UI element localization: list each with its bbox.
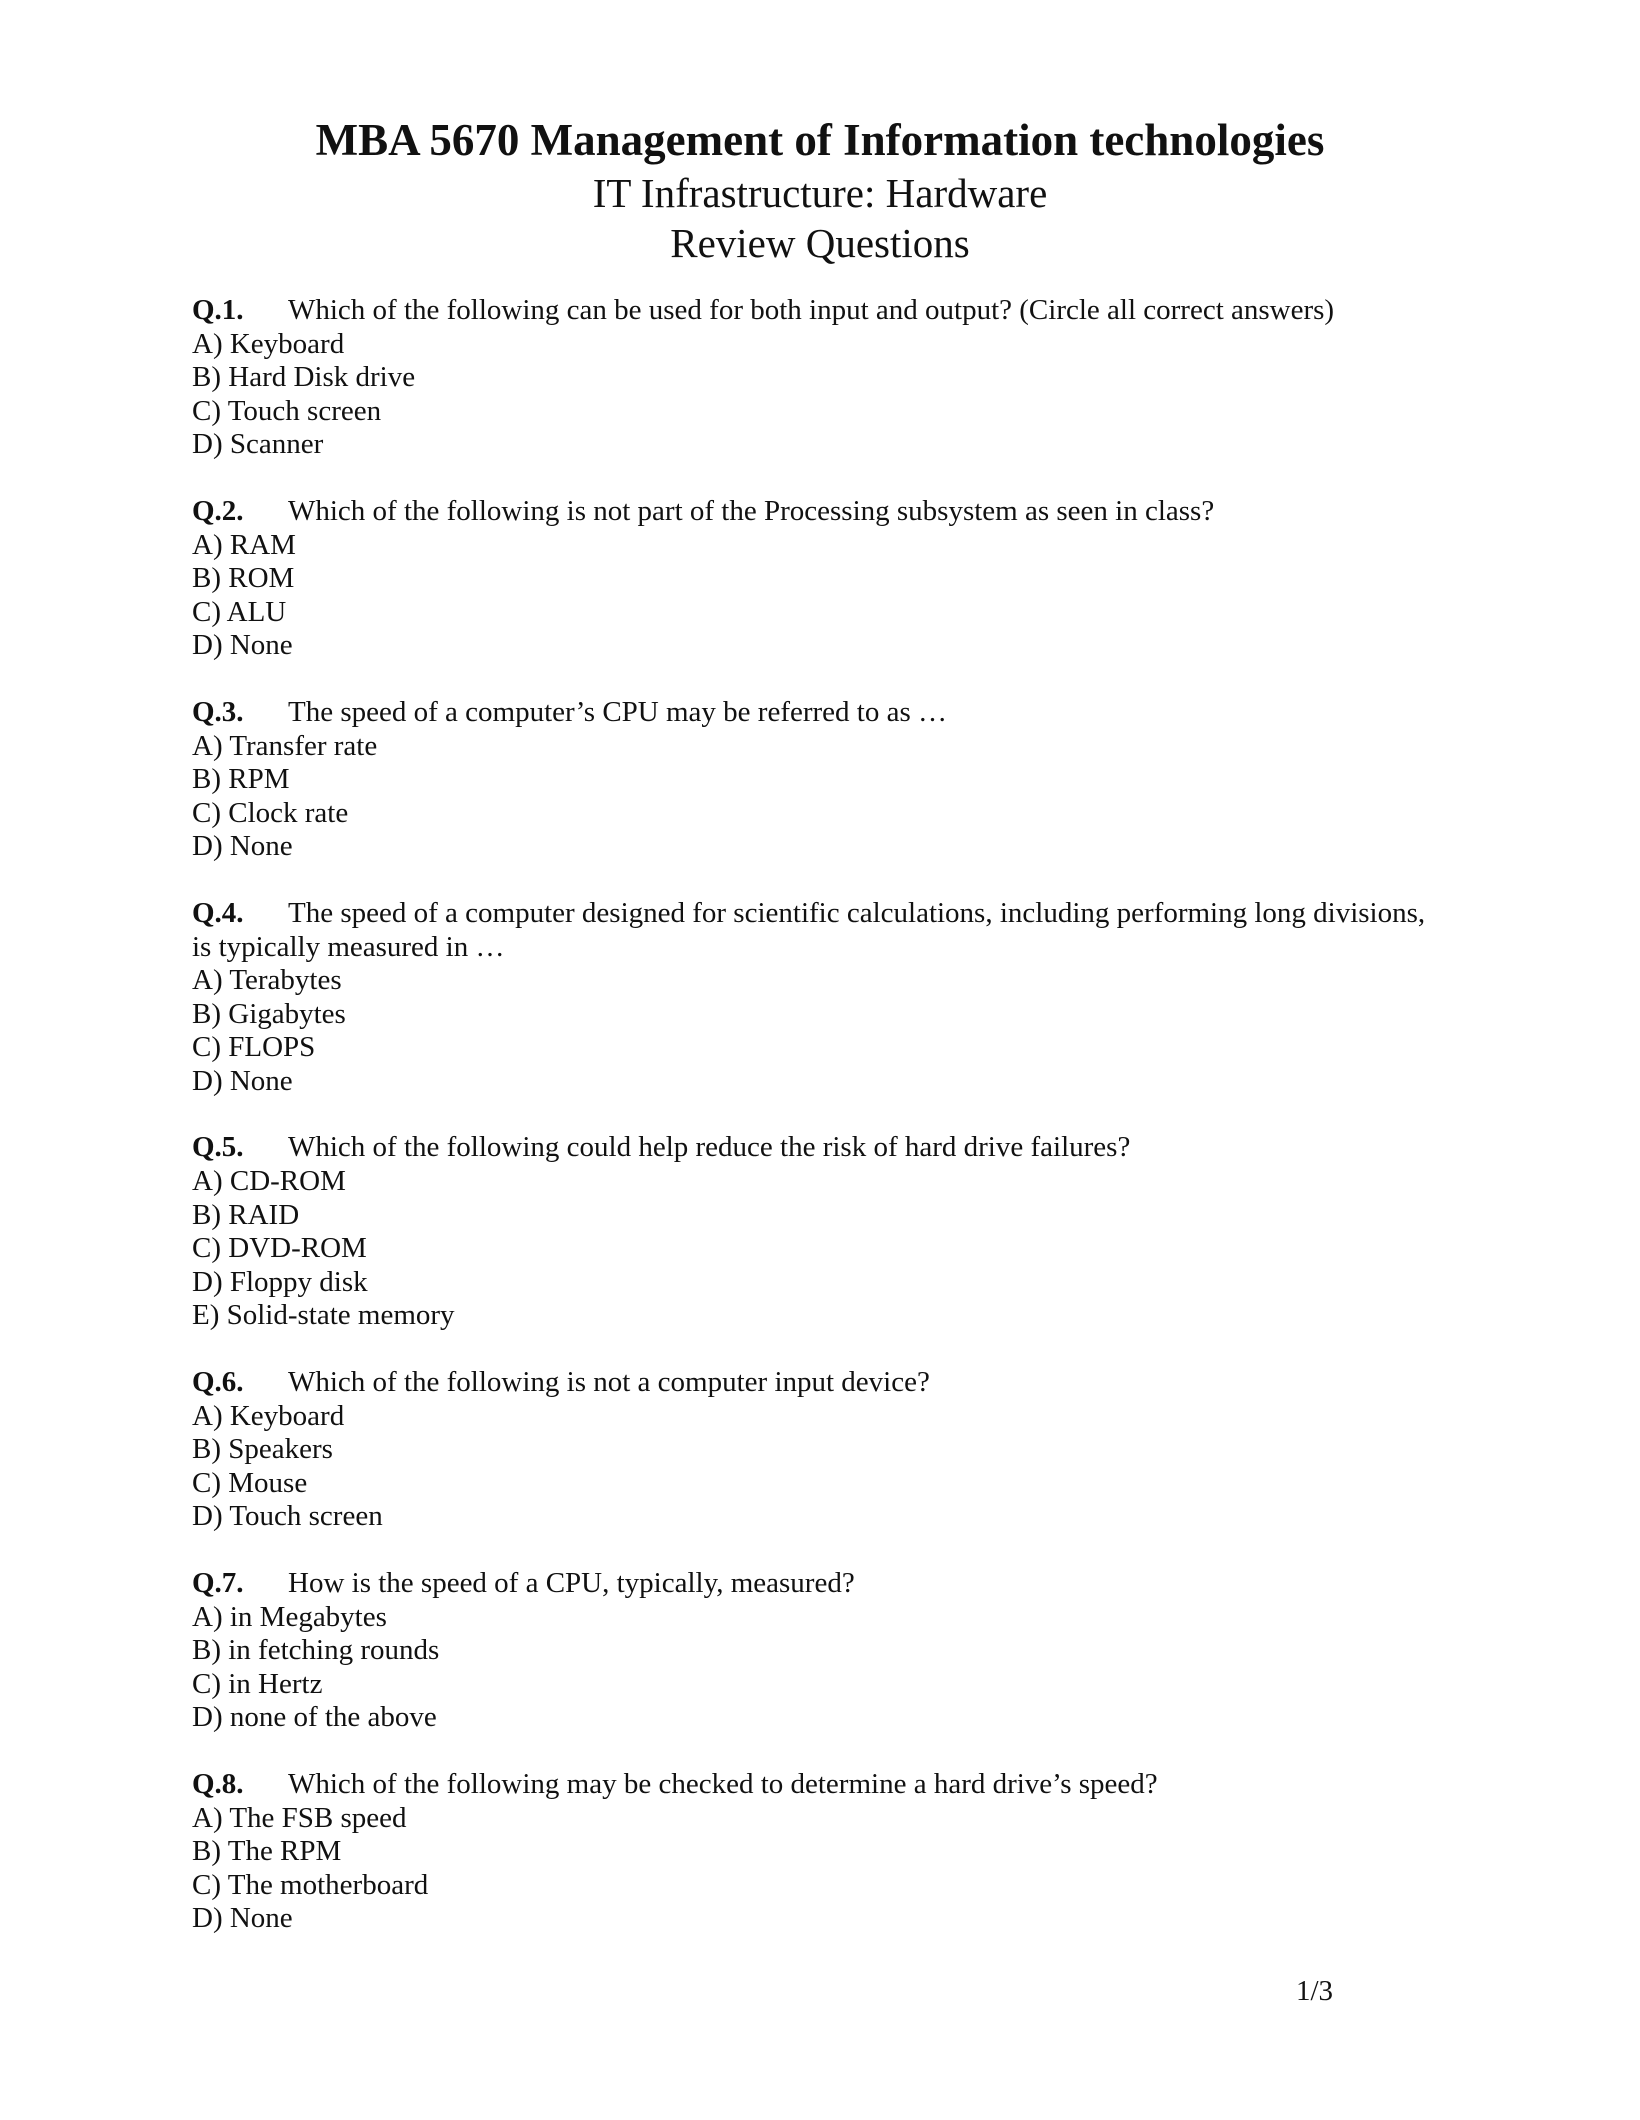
answer-option: C) in Hertz <box>192 1667 323 1700</box>
question-4 <box>192 897 1452 1099</box>
answer-option: A) Terabytes <box>192 964 342 997</box>
document-subtitle-topic: IT Infrastructure: Hardware <box>592 170 1048 216</box>
answer-option: B) RPM <box>192 763 290 796</box>
answer-option: D) None <box>192 629 293 662</box>
answer-option: D) None <box>192 1902 293 1935</box>
answer-option: A) RAM <box>192 528 296 561</box>
question-number: Q.7. <box>192 1567 244 1599</box>
page-number: 1/3 <box>1296 1975 1334 2007</box>
answer-option: B) in fetching rounds <box>192 1634 440 1667</box>
question-text: The speed of a computer’s CPU may be referred to as … <box>288 695 947 728</box>
answer-option: B) The RPM <box>192 1835 342 1868</box>
question-text: How is the speed of a CPU, typically, measured? <box>288 1567 855 1599</box>
answer-option: B) RAID <box>192 1198 300 1231</box>
answer-option: D) None <box>192 830 293 863</box>
answer-option: C) The motherboard <box>192 1868 429 1901</box>
question-number: Q.6. <box>192 1366 244 1399</box>
answer-option: A) Keyboard <box>192 1399 345 1432</box>
document-header <box>0 112 1640 268</box>
question-text: Which of the following is not a computer input device? <box>288 1366 930 1399</box>
question-5 <box>192 1131 1452 1333</box>
question-number: Q.4. <box>192 896 244 929</box>
question-text: The speed of a computer designed for scientific calculations, including performing long divisions, <box>288 896 1426 929</box>
answer-option: A) in Megabytes <box>192 1600 387 1633</box>
document-title: MBA 5670 Management of Information technologies <box>315 115 1325 165</box>
answer-option: B) ROM <box>192 562 295 595</box>
answer-option: D) Touch screen <box>192 1500 383 1533</box>
question-text: Which of the following can be used for both input and output? (Circle all correct answers) <box>288 294 1335 326</box>
question-number: Q.5. <box>192 1131 244 1164</box>
answer-option: A) Transfer rate <box>192 729 378 762</box>
question-1 <box>192 294 1452 462</box>
answer-option: C) FLOPS <box>192 1031 316 1064</box>
answer-option: A) Keyboard <box>192 327 345 360</box>
answer-option: D) None <box>192 1064 293 1097</box>
question-text: Which of the following may be checked to determine a hard drive’s speed? <box>288 1767 1158 1800</box>
question-2 <box>192 495 1452 663</box>
question-number: Q.3. <box>192 695 244 728</box>
answer-option: C) Clock rate <box>192 796 349 829</box>
answer-option: C) Mouse <box>192 1466 308 1499</box>
question-list <box>192 294 1452 1969</box>
answer-option: C) DVD-ROM <box>192 1232 367 1265</box>
answer-option: B) Hard Disk drive <box>192 361 416 394</box>
question-3 <box>192 696 1452 864</box>
question-number: Q.2. <box>192 494 244 527</box>
question-8 <box>192 1768 1452 1936</box>
answer-option: D) Scanner <box>192 428 324 461</box>
question-7 <box>192 1567 1452 1735</box>
question-6 <box>192 1366 1452 1534</box>
answer-option: B) Gigabytes <box>192 997 346 1030</box>
question-text-continued: is typically measured in … <box>192 930 505 963</box>
question-text: Which of the following is not part of the Processing subsystem as seen in class? <box>288 494 1215 527</box>
question-number: Q.8. <box>192 1767 244 1800</box>
question-text: Which of the following could help reduce the risk of hard drive failures? <box>288 1131 1131 1164</box>
answer-option: B) Speakers <box>192 1433 333 1466</box>
answer-option: C) ALU <box>192 595 287 628</box>
answer-option: E) Solid-state memory <box>192 1299 455 1332</box>
document-subtitle-section: Review Questions <box>670 220 970 266</box>
answer-option: D) Floppy disk <box>192 1265 368 1298</box>
answer-option: C) Touch screen <box>192 394 382 427</box>
answer-option: A) CD-ROM <box>192 1165 346 1198</box>
answer-option: A) The FSB speed <box>192 1801 407 1834</box>
answer-option: D) none of the above <box>192 1701 437 1734</box>
question-number: Q.1. <box>192 294 244 326</box>
